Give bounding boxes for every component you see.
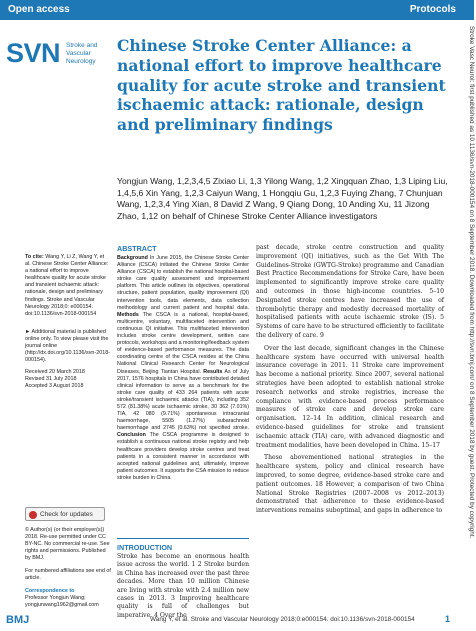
page-number: 1 [444,614,450,624]
background-text: In June 2015, the Chinese Stroke Center Alliance (CSCA) initiated the Chinese Stroke Center Alliance (CSCA) to establish the national hospital-based stroke care quality assessment and improvement platform. This article outlines its objectives, operational structure, patient population, quality improvement (QI) intervention tools, data elements, data collection methodology and current patient and hospital data. [117,255,249,311]
vertical-download-note [466,26,476,606]
correspondence-block [25,588,111,609]
conclusion-label: Conclusion [117,432,146,439]
footer-citation: Wang Y, et al. Stroke and Vascular Neurology 2018;0:e000154. doi:10.1136/svn-2018-000154 [150,616,415,623]
open-access-label: Open access [8,4,70,15]
article-title: Chinese Stroke Center Alliance: a national effort to improve healthcare quality for acute stroke and transient ischaemic attack: rationale, design and preliminary findings [117,36,446,135]
journal-logo-mark: SVN [6,38,61,68]
vertical-download-text: Stroke Vasc Neurol: first published as 10.1136/svn-2018-000154 on 8 September 2018. Downloaded from http://svn.bmj.com/ on 8 September 2018 by guest. Protected by copyright. [468,26,475,539]
copyright-note: © Author(s) (or their employer(s)) 2018. Re-use permitted under CC BY-NC. No commercial re-use. See rights and permissions. Published by BMJ. [25,527,110,562]
journal-logo [6,38,118,72]
accepted-date: Accepted 3 August 2018 [25,383,84,390]
article-dates [25,369,111,390]
abstract-heading: ABSTRACT [117,244,157,253]
correspondence-title: Correspondence to [25,588,75,594]
conclusion-text: The CSCA programme is designed to establish a continuous national stroke registry and help healthcare providers develop stroke centres and treat patients in a consistent manner in accordance with accepted national guidelines and, ultimately, improve patient outcomes. It supports the CSA mission to reduce stroke burden in China. [117,432,249,481]
check-updates-button[interactable] [25,507,105,521]
revised-date: Revised 31 July 2018 [25,376,77,383]
received-date: Received 20 March 2018 [25,369,85,375]
cite-text: Wang Y, Li Z, Wang Y, et al. Chinese Stroke Center Alliance: a national effort to improve healthcare quality for acute stroke and transient ischaemic attack: rationale, design and preliminary findings. Stroke and Vascular Neurology 2018;0: e000154. doi:10.1136/svn-2018-000154 [25,254,109,317]
section-label: Protocols [409,4,456,15]
methods-text: The CSCA is a national, hospital-based, multicentre, voluntary, multifaceted intervention and continuous QI initiative. This multifaceted intervention includes stroke centre development, written care protocols, workshops and a monitoring/feedback system of evidence-based performance measures. The data coordinating centre of the CSCA resides at the China National Clinical Research Center for Neurological Diseases, Beijing Tiantan Hospital. [117,311,249,375]
check-updates-label: Check for updates [40,511,93,518]
body-paragraph-2: Over the last decade, significant changes in the Chinese healthcare system have occurred with universal health insurance coverage in 2011. 11 Stroke care improvement has become a national priority. Since 2007, several national strategies have been adopted to establish national stroke research networks and stroke registries, increase the compliance with evidence-based process performance measures of stroke care and develop stroke care organisation. 12–14 In addition, clinical research and evidence-based guidelines for stroke and transient ischaemic attack (TIA) care, with advanced diagnostic and treatment modalities, have been developed in China. 15–17 [256,344,444,449]
introduction-text: Stroke has become an enormous health issue across the world. 1 2 Stroke burden in China has increased over the past three decades. More than 10 million Chinese are living with stroke with 2.4 million new cases in 2013. 3 Improving healthcare quality is full of challenges but imperative. 4 Over the [117,553,249,619]
citation-box [25,254,111,318]
introduction-heading: INTRODUCTION [117,543,173,552]
cite-label: To cite: [25,254,44,260]
correspondence-name: Professor Yongjun Wang; [25,595,86,602]
body-right-column [256,244,444,520]
results-text: As of July 2017, 1576 hospitals in China have contributed detailed clinical information to serve as a benchmark for the stroke care quality of 433 264 patients with acute stroke/transient ischaemic attacks (TIA), including 352 572 (81.38%) acute ischaemic stroke, 30 362 (7.01%) TIA, 42 080 (9.71%) spontaneous intracranial haemorrhage, 5505 (1.27%) subarachnoid haemorrhage and 2745 (0.63%) not specified stroke. [117,368,249,432]
publisher-logo: BMJ [6,614,30,626]
supplementary-note: ► Additional material is published online only. To view please visit the journal online (http://dx.doi.org/10.1136/svn-2018-000154). [25,329,111,364]
author-list: Yongjun Wang, 1,2,3,4,5 Zixiao Li, 1,3 Yilong Wang, 1,2 Xingquan Zhao, 1,3 Liping Liu, 1,4,5,6 Xin Yang, 1,2,3 Caiyun Wang, 1 Hongqiu Gu, 1,2,3 Fuying Zhang, 7 Chunjuan Wang, 1,2,3,4 Ying Xian, 8 David Z Wang, 9 Qiang Dong, 10 Anding Xu, 11 Jizong Zhao, 1,12 on behalf of Chinese Stroke Center Alliance investigators [117,176,448,221]
correspondence-email[interactable]: yongjunwang1962@gmail.com [25,602,99,609]
top-banner [0,0,474,20]
crossmark-icon [29,511,37,519]
body-paragraph-3: These abovementioned national strategies in the healthcare system, policy and clinical research have improved, to some degree, evidence-based stroke care and patient outcomes. 18 However, a comparison of two China National Stroke Registries (2007–2008 vs 2012–2013) demonstrated that adherence to these evidence-based interventions remains suboptimal, and gaps in adherence to [256,454,444,515]
affiliations-note: For numbered affiliations see end of article. [25,568,111,582]
section-divider [117,538,249,539]
methods-label: Methods [117,311,139,318]
abstract-body [117,255,249,482]
journal-logo-name: Stroke and Vascular Neurology [66,42,98,65]
background-label: Background [117,255,148,261]
results-label: Results [203,368,223,375]
body-paragraph-1: past decade, stroke centre construction and quality improvement (QI) initiatives, such as the Get With The Guidelines-Stroke (GWTG-Stroke) programme and Canadian Best Practice Recommendations for Stroke Care, have been implemented to significantly improve stroke care quality and outcomes in those high-income countries. 5–10 Designated stroke centres have increased the use of thrombolytic therapy and modestly decreased mortality of hospitalised patients with acute ischaemic stroke (IS). 5 Systems of care have to be structured efficiently to facilitate the delivery of care. 9 [256,244,444,339]
page-footer [0,612,474,631]
